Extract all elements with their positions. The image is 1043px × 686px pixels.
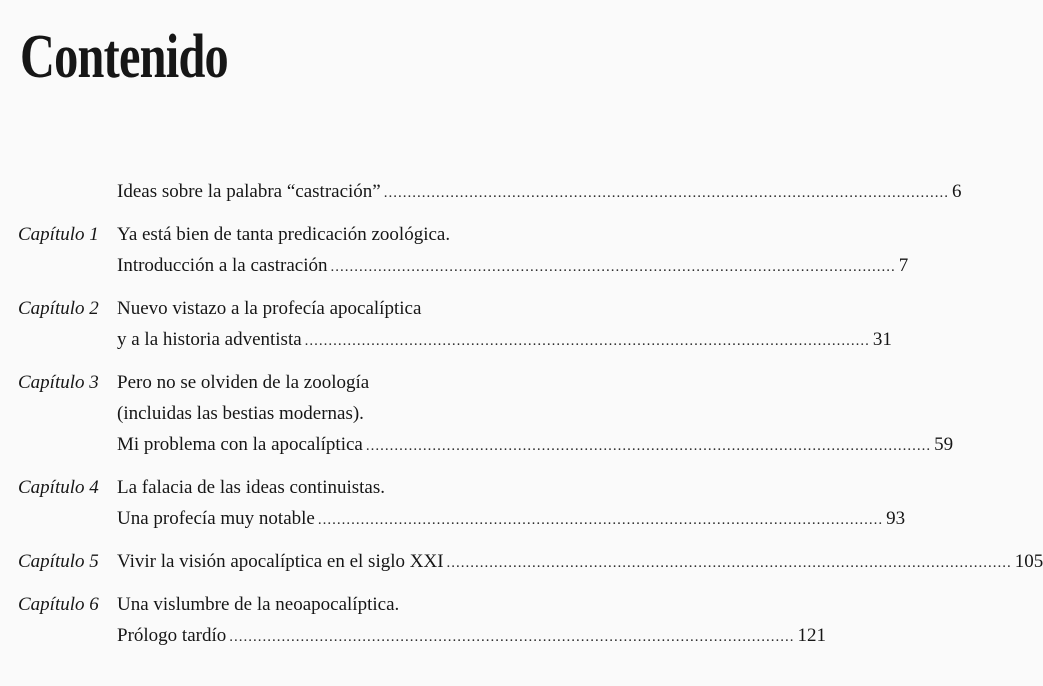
entry-body xyxy=(117,589,826,653)
entry-line xyxy=(117,503,905,536)
page-number: 31 xyxy=(872,329,892,350)
entry-title: Introducción a la castración xyxy=(117,255,328,276)
entry-title: Una vislumbre de la neoapocalíptica. xyxy=(117,594,400,615)
entry-line xyxy=(117,293,892,324)
dot-leader xyxy=(444,548,1015,579)
dot-leader xyxy=(302,326,873,357)
toc-entry-chapter-5 xyxy=(18,546,1043,579)
entry-title: La falacia de las ideas continuistas. xyxy=(117,477,386,498)
entry-line xyxy=(117,176,962,209)
entry-title: Una profecía muy notable xyxy=(117,508,315,529)
toc-entry-intro xyxy=(18,176,962,209)
page-number: 93 xyxy=(886,508,906,529)
chapter-label: Capítulo 3 xyxy=(18,372,99,393)
entry-line xyxy=(117,472,905,503)
dot-leader xyxy=(381,178,952,209)
entry-line xyxy=(117,589,826,620)
entry-title: Nuevo vistazo a la profecía apocalíptica xyxy=(117,298,422,319)
page-number: 121 xyxy=(797,625,826,646)
entry-body xyxy=(117,219,908,283)
toc-entry-chapter-4 xyxy=(18,472,906,536)
table-of-contents xyxy=(18,176,1043,663)
toc-entry-chapter-3 xyxy=(18,367,954,462)
dot-leader xyxy=(327,252,898,283)
chapter-label: Capítulo 4 xyxy=(18,477,99,498)
entry-line xyxy=(117,219,908,250)
entry-line xyxy=(117,546,1043,579)
entry-body xyxy=(117,293,892,357)
entry-body xyxy=(117,176,962,209)
page-number: 105 xyxy=(1014,551,1043,572)
page-number: 7 xyxy=(898,255,909,276)
entry-line xyxy=(117,398,953,429)
chapter-label: Capítulo 2 xyxy=(18,298,99,319)
chapter-label: Capítulo 6 xyxy=(18,594,99,615)
page-number: 59 xyxy=(934,434,954,455)
entry-title: Mi problema con la apocalíptica xyxy=(117,434,363,455)
entry-title: (incluidas las bestias modernas). xyxy=(117,403,364,424)
page-title: Contenido xyxy=(20,23,228,91)
entry-body xyxy=(117,367,953,462)
entry-line xyxy=(117,429,953,462)
entry-title: Prólogo tardío xyxy=(117,625,227,646)
toc-entry-chapter-1 xyxy=(18,219,909,283)
page-number: 6 xyxy=(952,181,962,202)
entry-line xyxy=(117,367,953,398)
entry-title: Ya está bien de tanta predicación zoológica. xyxy=(117,224,451,245)
dot-leader xyxy=(363,431,934,462)
entry-line xyxy=(117,324,892,357)
toc-entry-chapter-6 xyxy=(18,589,826,653)
dot-leader xyxy=(226,622,797,653)
entry-body xyxy=(117,472,905,536)
entry-body xyxy=(117,546,1043,579)
entry-line xyxy=(117,250,908,283)
entry-title: Ideas sobre la palabra “castración” xyxy=(117,181,381,202)
chapter-label: Capítulo 5 xyxy=(18,551,99,572)
dot-leader xyxy=(315,505,886,536)
toc-entry-chapter-2 xyxy=(18,293,892,357)
entry-title: Pero no se olviden de la zoología xyxy=(117,372,370,393)
entry-title: Vivir la visión apocalíptica en el siglo XXI xyxy=(117,551,444,572)
entry-line xyxy=(117,620,826,653)
chapter-label: Capítulo 1 xyxy=(18,224,99,245)
entry-title: y a la historia adventista xyxy=(117,329,302,350)
